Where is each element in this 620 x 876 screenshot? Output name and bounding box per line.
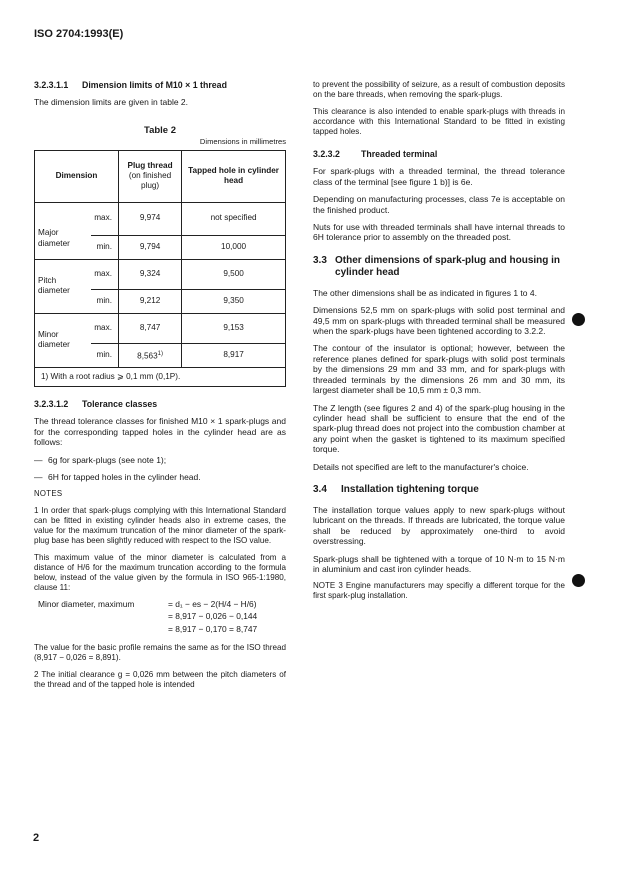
section-heading-3-4 bbox=[313, 484, 565, 496]
cell-value: 10,000 bbox=[182, 235, 286, 259]
cell-value: 9,350 bbox=[182, 289, 286, 313]
list-item-text: 6g for spark-plugs (see note 1); bbox=[48, 454, 167, 465]
section-title: Tolerance classes bbox=[82, 399, 158, 410]
section-title: Installation tightening torque bbox=[341, 483, 479, 495]
change-marker-icon bbox=[572, 574, 585, 587]
section-heading-3-3 bbox=[313, 255, 565, 279]
right-column bbox=[313, 80, 565, 608]
section-title: Threaded terminal bbox=[361, 149, 438, 159]
note-3: NOTE 3 Engine manufacturers may specifiy a different torque for the first spark-plug installation. bbox=[313, 581, 565, 601]
cell-value: 8,747 bbox=[118, 313, 181, 343]
cell-value: 9,974 bbox=[118, 202, 181, 235]
intro-paragraph: The dimension limits are given in table 2. bbox=[34, 97, 189, 108]
clearance-paragraph: This clearance is also intended to enable spark-plugs with threads in accordance with this International Standard to be fitted in existing tapped holes. bbox=[313, 107, 565, 136]
other-dimensions-paragraph: The contour of the insulator is optional; however, between the reference planes defined for spark-plugs with solid post terminals by the dimensions 29 mm and 33 mm, and for spark-plugs with threaded terminals by the dimensions 26 mm and 30 mm, its largest diameter shall be 10,5 mm ± 0,3 mm. bbox=[313, 343, 565, 396]
terminal-paragraph: Nuts for use with threaded terminals shall have internal threads to 6H tolerance prior to assembly on the threaded post. bbox=[313, 222, 565, 243]
section-heading-3-2-3-2 bbox=[313, 149, 565, 159]
note-2: 2 The initial clearance g = 0,026 mm between the pitch diameters of the thread and of the tapped hole is intended bbox=[34, 670, 286, 690]
limit-label: max. bbox=[91, 313, 118, 343]
table-caption: Table 2 bbox=[143, 124, 177, 136]
limit-label: max. bbox=[91, 202, 118, 235]
section-title: Dimension limits of M10 × 1 thread bbox=[82, 80, 227, 90]
cell-value: 9,794 bbox=[118, 235, 181, 259]
param-pitch-diameter: Pitch diameter bbox=[35, 259, 92, 313]
param-minor-diameter: Minor diameter bbox=[35, 313, 92, 367]
other-dimensions-paragraph: Details not specified are left to the manufacturer's choice. bbox=[313, 461, 529, 472]
other-dimensions-paragraph: The other dimensions shall be as indicated in figures 1 to 4. bbox=[313, 287, 537, 298]
section-heading-3-2-3-1-1 bbox=[34, 80, 286, 90]
table-footnote: 1) With a root radius ⩾ 0,1 mm (0,1P). bbox=[35, 367, 286, 386]
note-1: 1 In order that spark-plugs complying with this International Standard can be fitted in existing cylinder heads also in extreme cases, the value for the maximum truncation of the minor diameter of the spark-plug base has been slightly reduced with respect to the ISO value. bbox=[34, 505, 286, 545]
formula-line: = d₁ − es − 2(H/4 − H/6) bbox=[168, 598, 257, 609]
cell-value: not specified bbox=[182, 202, 286, 235]
header-plug-sublabel: (on finished plug) bbox=[128, 170, 172, 191]
header-tapped-hole: Tapped hole in cylinder head bbox=[182, 150, 286, 202]
list-item bbox=[34, 455, 286, 465]
limit-label: max. bbox=[91, 259, 118, 289]
limit-label: min. bbox=[91, 289, 118, 313]
page-number: 2 bbox=[33, 832, 40, 844]
section-heading-3-2-3-1-2 bbox=[34, 399, 286, 409]
limit-label: min. bbox=[91, 235, 118, 259]
minor-diameter-formula bbox=[38, 599, 286, 634]
note-1-continuation: This maximum value of the minor diameter is calculated from a distance of H/6 for the maximum truncation according to the formula below, instead of the value given by the formula in ISO 965-1:1980, clause 11: bbox=[34, 552, 286, 592]
section-number: 3.2.3.2 bbox=[313, 149, 340, 159]
section-number: 3.3 bbox=[313, 254, 327, 266]
torque-paragraph: Spark-plugs shall be tightened with a torque of 10 N·m to 15 N·m in aluminium and cast iron cylinder heads. bbox=[313, 553, 565, 574]
cell-value: 9,500 bbox=[182, 259, 286, 289]
formula-line: = 8,917 − 0,170 = 8,747 bbox=[168, 623, 258, 634]
formula-line: = 8,917 − 0,026 − 0,144 bbox=[168, 611, 258, 622]
header-dimension: Dimension bbox=[35, 150, 119, 202]
param-major-diameter: Major diameter bbox=[35, 202, 92, 259]
cell-value: 9,212 bbox=[118, 289, 181, 313]
header-plug-thread bbox=[118, 150, 181, 202]
tolerance-paragraph: The thread tolerance classes for finished M10 × 1 spark-plugs and for the corresponding tapped holes in the cylinder head are as follows: bbox=[34, 416, 286, 448]
dimension-limits-table bbox=[34, 150, 286, 387]
section-number: 3.4 bbox=[313, 483, 327, 495]
formula-label: Minor diameter, maximum bbox=[38, 598, 135, 609]
list-item-text: 6H for tapped holes in the cylinder head. bbox=[48, 472, 201, 483]
torque-paragraph: The installation torque values apply to new spark-plugs without lubricant on the threads. If threads are lubricated, the torque value shall be reduced by approximately one-third to avoid overstressing. bbox=[313, 504, 565, 547]
seizure-paragraph: to prevent the possibility of seizure, as a result of combustion deposits on the bare threads, when removing the spark-plugs. bbox=[313, 80, 565, 99]
header-plug-label: Plug thread bbox=[127, 160, 173, 170]
section-number: 3.2.3.1.1 bbox=[34, 80, 69, 90]
notes-heading: NOTES bbox=[34, 489, 63, 499]
list-item bbox=[34, 472, 286, 482]
terminal-paragraph: Depending on manufacturing processes, class 7e is acceptable on the finished product. bbox=[313, 194, 565, 215]
list-dash: — bbox=[34, 454, 43, 465]
other-dimensions-paragraph: The Z length (see figures 2 and 4) of the spark-plug housing in the cylinder head shall be sufficient to ensure that the end of the spark-plug thread does not project into the combustion chamber at any point when the gasket is tightened to its maximum specified torque. bbox=[313, 402, 565, 455]
table-units: Dimensions in millimetres bbox=[199, 137, 286, 147]
other-dimensions-paragraph: Dimensions 52,5 mm on spark-plugs with solid post terminal and 49,5 mm on spark-plugs with threaded terminal shall be measured when the spark-plugs have been tightened according to 3.2.2. bbox=[313, 305, 565, 337]
cell-value: 8,917 bbox=[182, 343, 286, 367]
cell-value: 8,563$^{1)}$ bbox=[118, 343, 181, 367]
section-title: Other dimensions of spark-plug and housing in cylinder head bbox=[335, 254, 561, 278]
cell-value: 9,324 bbox=[118, 259, 181, 289]
basic-profile-paragraph: The value for the basic profile remains the same as for the ISO thread (8,917 − 0,026 = 8,891). bbox=[34, 643, 286, 663]
terminal-paragraph: For spark-plugs with a threaded terminal, the thread tolerance class of the terminal [see figure 1 b)] is 6e. bbox=[313, 166, 565, 187]
limit-label: min. bbox=[91, 343, 118, 367]
list-dash: — bbox=[34, 472, 43, 483]
change-marker-icon bbox=[572, 313, 585, 326]
left-column bbox=[34, 80, 286, 697]
cell-value: 9,153 bbox=[182, 313, 286, 343]
section-number: 3.2.3.1.2 bbox=[34, 399, 69, 410]
page-header-standard-id: ISO 2704:1993(E) bbox=[34, 28, 124, 40]
